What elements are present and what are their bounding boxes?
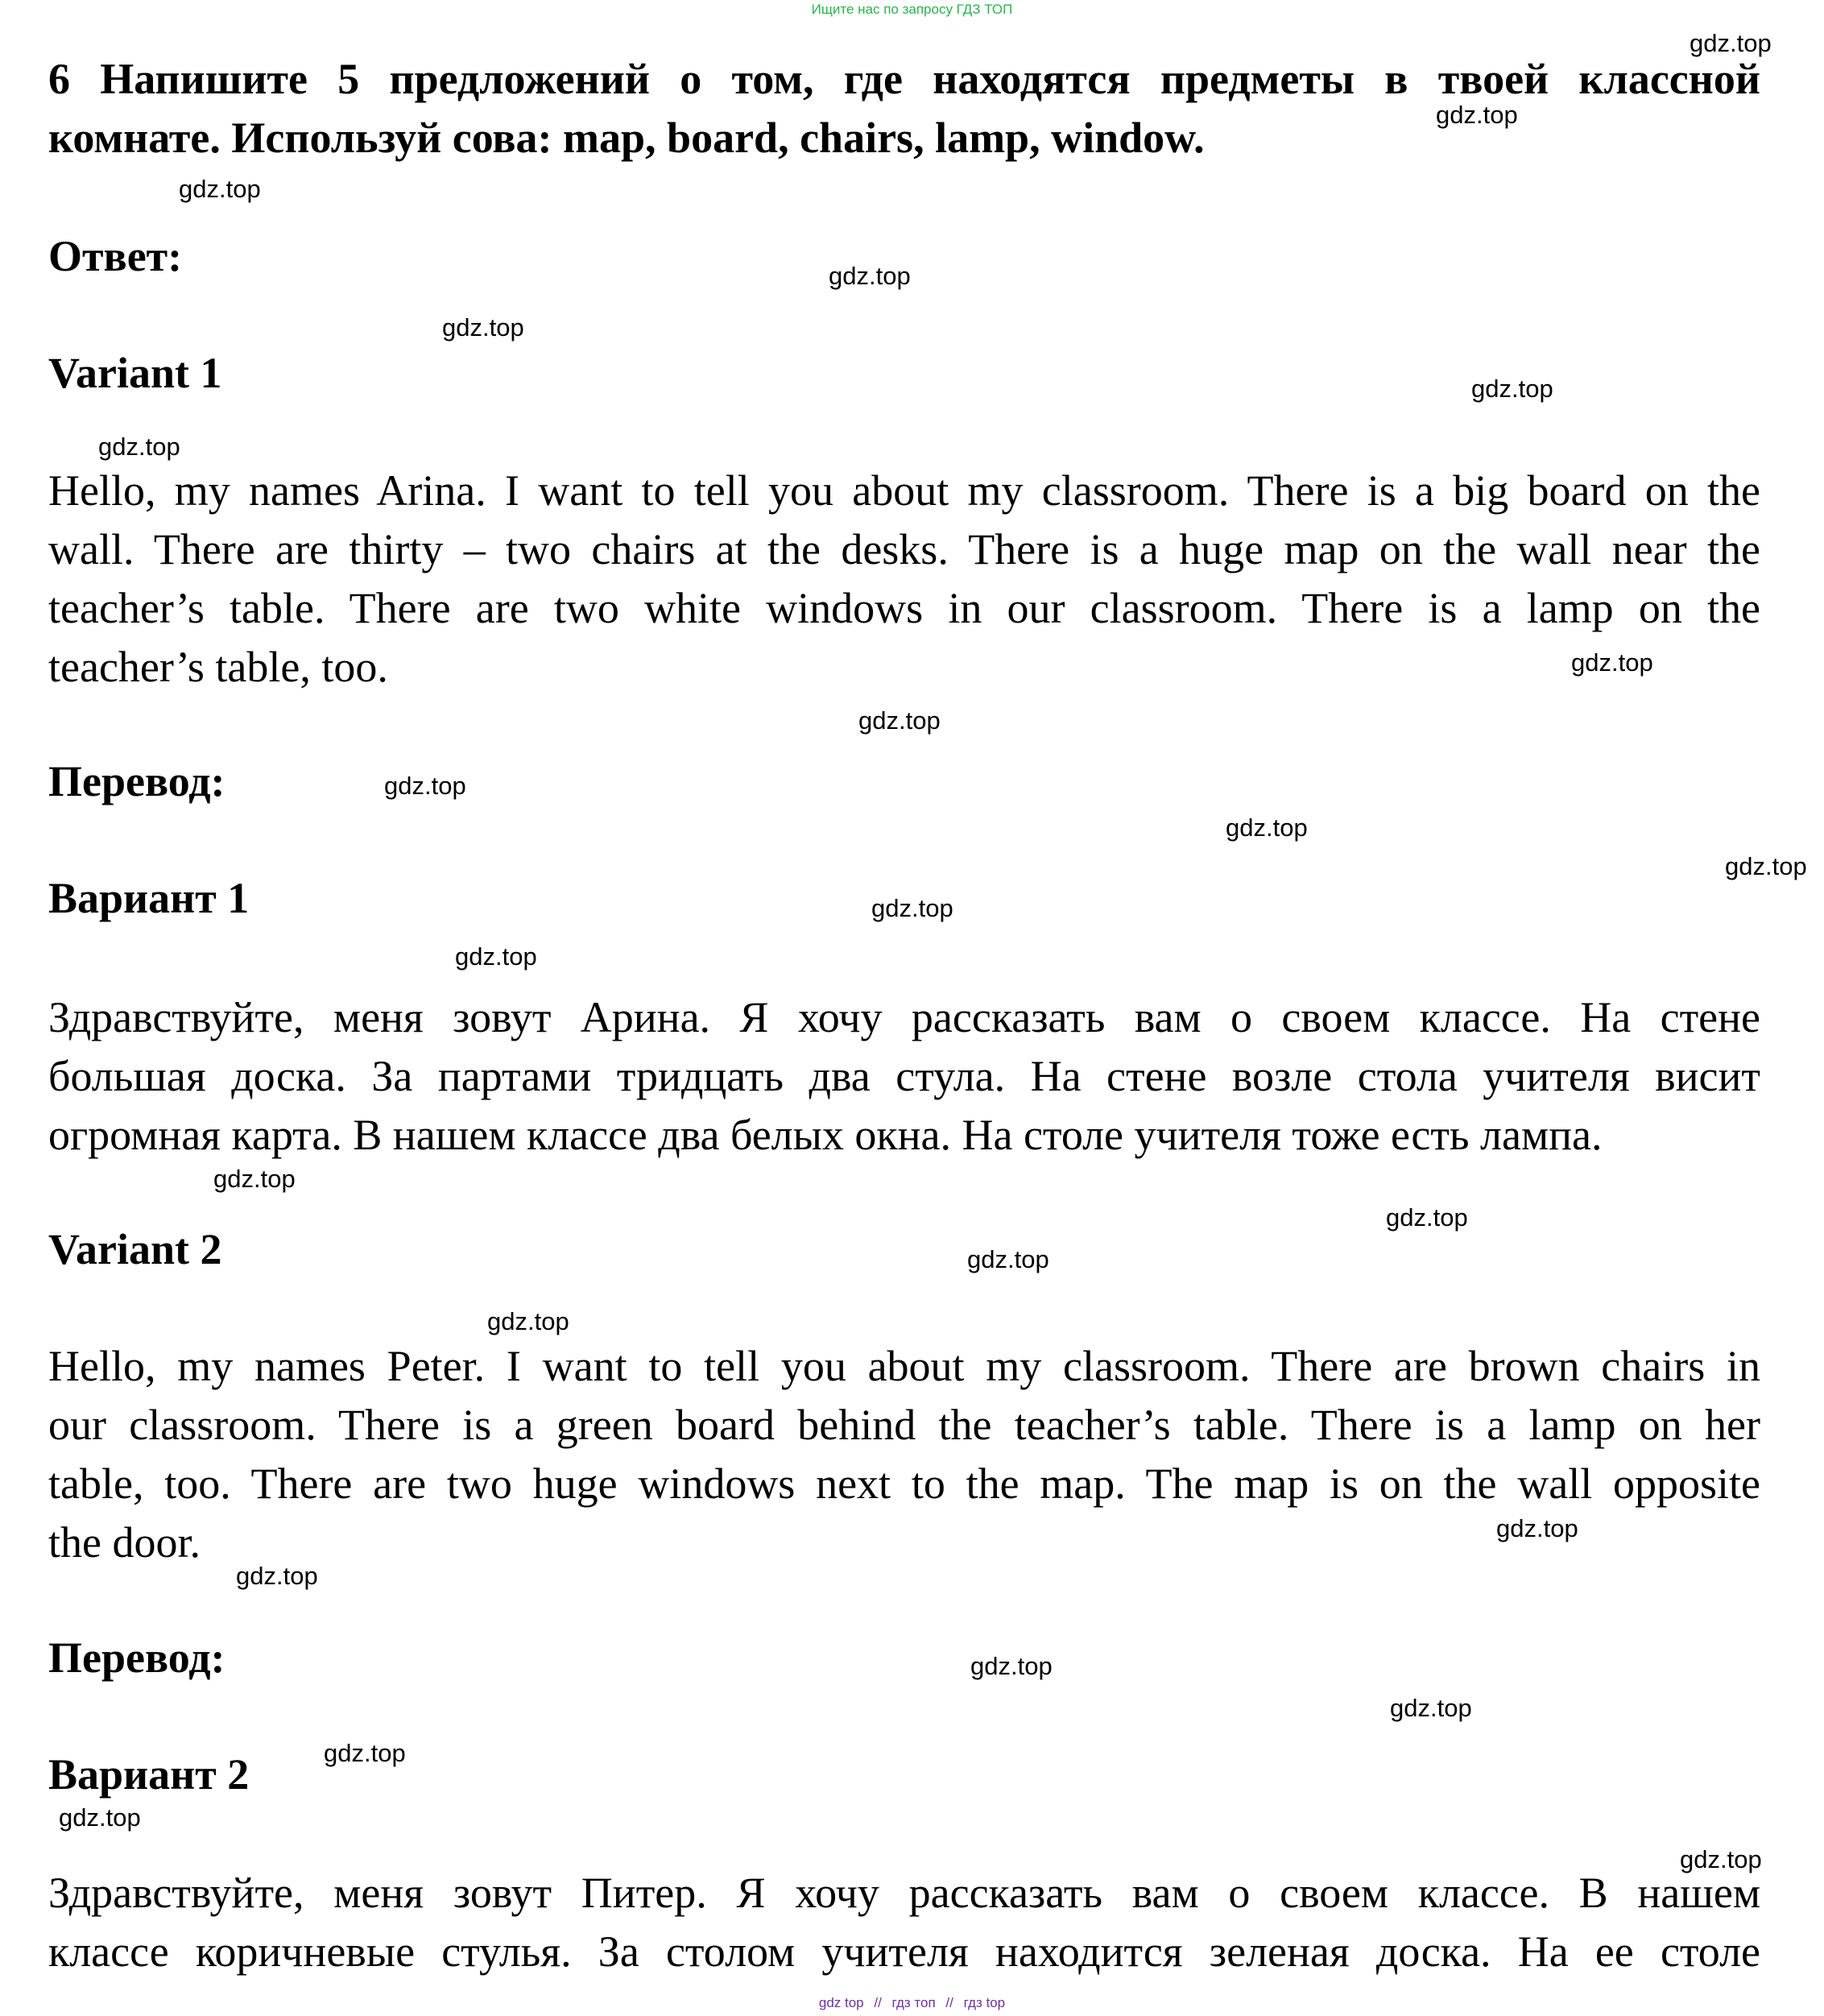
variant-1-text <box>48 462 1760 697</box>
watermark: gdz.top <box>384 772 466 800</box>
bottom-banner <box>0 1995 1824 2011</box>
text-line: большая доска. За партами тридцать два стула. На стене возле стола учителя висит <box>48 1052 1760 1100</box>
text-line: the door. <box>48 1518 201 1567</box>
translation-2-text <box>48 1864 1760 1981</box>
text-line: teacher’s table, too. <box>48 643 388 691</box>
watermark: gdz.top <box>829 262 911 290</box>
watermark: gdz.top <box>1690 29 1772 57</box>
watermark: gdz.top <box>967 1245 1049 1273</box>
translation-label-1: Перевод: <box>48 757 225 805</box>
watermark: gdz.top <box>487 1307 569 1335</box>
text-line: огромная карта. В нашем классе два белых окна. На столе учителя тоже есть лампа. <box>48 1111 1603 1159</box>
text-line: our classroom. There is a green board behind the teacher’s table. There is a lamp on her <box>48 1401 1760 1449</box>
text-line: Здравствуйте, меня зовут Питер. Я хочу рассказать вам о своем классе. В нашем <box>48 1869 1760 1917</box>
text-line: teacher’s table. There are two white windows in our classroom. There is a lamp on the <box>48 584 1760 632</box>
answer-label: Ответ: <box>48 232 183 280</box>
watermark: gdz.top <box>59 1803 141 1832</box>
watermark: gdz.top <box>213 1165 296 1193</box>
text-line: table, too. There are two huge windows next to the map. The map is on the wall opposite <box>48 1459 1760 1508</box>
watermark: gdz.top <box>442 313 524 342</box>
watermark: gdz.top <box>1390 1694 1472 1722</box>
translation-1-text <box>48 988 1760 1165</box>
text-line: wall. There are thirty – two chairs at the desks. There is a huge map on the wall near the <box>48 525 1760 573</box>
bottom-banner-part: gdz top <box>818 1995 864 2010</box>
text-line: Hello, my names Peter. I want to tell you about my classroom. There are brown chairs in <box>48 1342 1760 1390</box>
watermark: gdz.top <box>1471 375 1553 403</box>
bottom-banner-separator: // <box>945 1995 953 2010</box>
task-line-1: 6 Напишите 5 предложений о том, где находятся предметы в твоей классной <box>48 55 1760 103</box>
watermark: gdz.top <box>1725 852 1807 880</box>
watermark: gdz.top <box>98 433 180 461</box>
task-line-2: комнате. Используй сова: map, board, chairs, lamp, window. <box>48 114 1205 162</box>
text-line: Здравствуйте, меня зовут Арина. Я хочу рассказать вам о своем классе. На стене <box>48 993 1760 1041</box>
bottom-banner-separator: // <box>874 1995 882 2010</box>
watermark: gdz.top <box>1496 1514 1578 1542</box>
bottom-banner-part: гдз top <box>963 1995 1006 2010</box>
watermark: gdz.top <box>1386 1203 1468 1232</box>
watermark: gdz.top <box>871 894 953 922</box>
watermark: gdz.top <box>324 1739 406 1767</box>
translation-label-2: Перевод: <box>48 1633 225 1682</box>
watermark: gdz.top <box>455 942 537 971</box>
watermark: gdz.top <box>858 706 941 735</box>
bottom-banner-part: гдз топ <box>891 1995 936 2010</box>
text-line: классе коричневые стулья. За столом учителя находится зеленая доска. На ее столе <box>48 1927 1760 1976</box>
top-banner: Ищите нас по запросу ГДЗ ТОП <box>811 2 1013 17</box>
watermark: gdz.top <box>1436 101 1518 129</box>
watermark: gdz.top <box>970 1652 1053 1680</box>
text-line: Hello, my names Arina. I want to tell you about my classroom. There is a big board on the <box>48 466 1760 515</box>
variant-1-title: Variant 1 <box>48 349 222 397</box>
watermark: gdz.top <box>179 175 261 203</box>
variant-2-title: Variant 2 <box>48 1225 222 1273</box>
watermark: gdz.top <box>1571 648 1653 677</box>
watermark: gdz.top <box>1226 813 1308 842</box>
watermark: gdz.top <box>236 1562 318 1590</box>
translation-title-1: Вариант 1 <box>48 874 250 922</box>
watermark: gdz.top <box>1680 1845 1762 1873</box>
translation-title-2: Вариант 2 <box>48 1750 250 1799</box>
